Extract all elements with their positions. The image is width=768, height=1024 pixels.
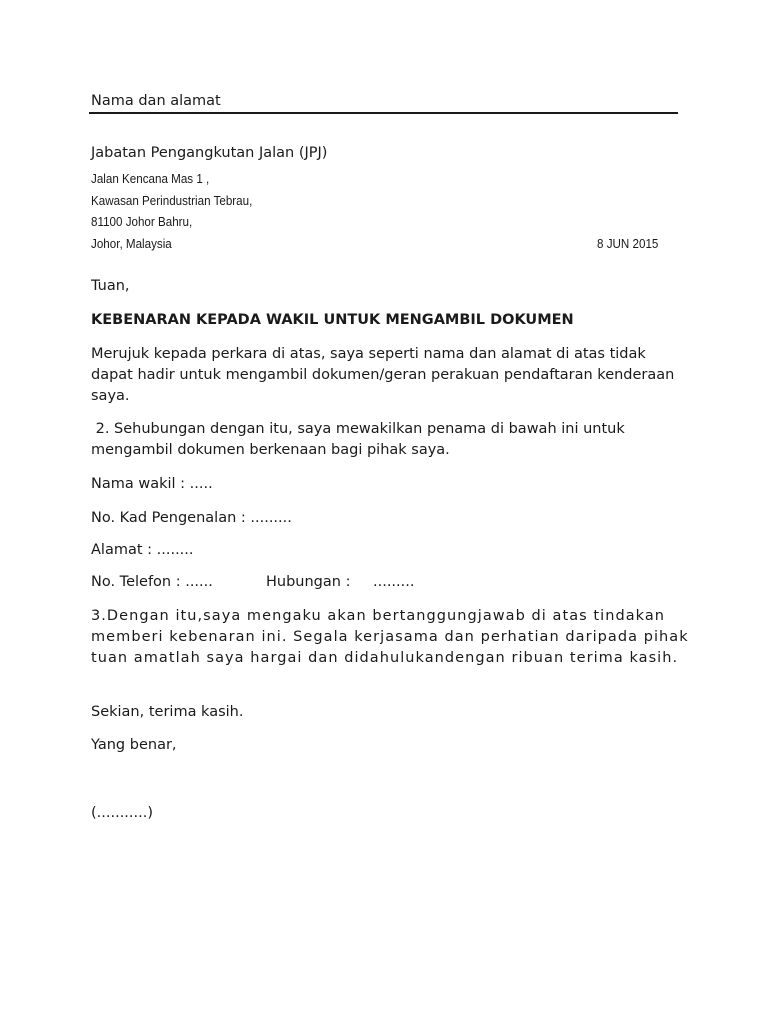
address-line-4: Johor, Malaysia: [91, 237, 172, 251]
letter-subject: KEBENARAN KEPADA WAKIL UNTUK MENGAMBIL DOKUMEN: [91, 312, 574, 328]
paragraph-representative: 2. Sehubungan dengan itu, saya mewakilkan penama di bawah ini untuk mengambil dokumen berkenaan bagi pihak saya.: [91, 421, 630, 458]
sign-off: Yang benar,: [91, 737, 177, 753]
recipient-name: Jabatan Pengangkutan Jalan (JPJ): [91, 145, 328, 161]
paragraph-reference: Merujuk kepada perkara di atas, saya seperti nama dan alamat di atas tidak dapat hadir untuk mengambil dokumen/geran perakuan pendaftaran kenderaan saya.: [91, 346, 675, 404]
paragraph-responsibility: 3.Dengan itu,saya mengaku akan bertanggungjawab di atas tindakan memberi kebenaran ini. Segala kerjasama dan perhatian daripada pihak tuan amatlah saya hargai dan didahulukandengan ribuan terima kasih.: [91, 608, 689, 666]
field-hubungan-value: .........: [373, 574, 415, 590]
closing-text: Sekian, terima kasih.: [91, 704, 244, 720]
field-hubungan-label: Hubungan :: [266, 574, 351, 590]
signature-placeholder: (...........): [91, 805, 154, 821]
address-line-1: Jalan Kencana Mas 1 ,: [91, 172, 210, 186]
header-divider: [89, 112, 678, 114]
address-line-3: 81100 Johor Bahru,: [91, 215, 193, 229]
field-nama-wakil: Nama wakil : .....: [91, 476, 213, 492]
salutation: Tuan,: [91, 278, 130, 294]
field-telefon: No. Telefon : ......: [91, 574, 213, 590]
address-line-2: Kawasan Perindustrian Tebrau,: [91, 194, 253, 208]
field-kad-pengenalan: No. Kad Pengenalan : .........: [91, 510, 292, 526]
sender-heading: Nama dan alamat: [91, 93, 221, 109]
field-alamat: Alamat : ........: [91, 542, 194, 558]
letter-date: 8 JUN 2015: [597, 237, 659, 251]
